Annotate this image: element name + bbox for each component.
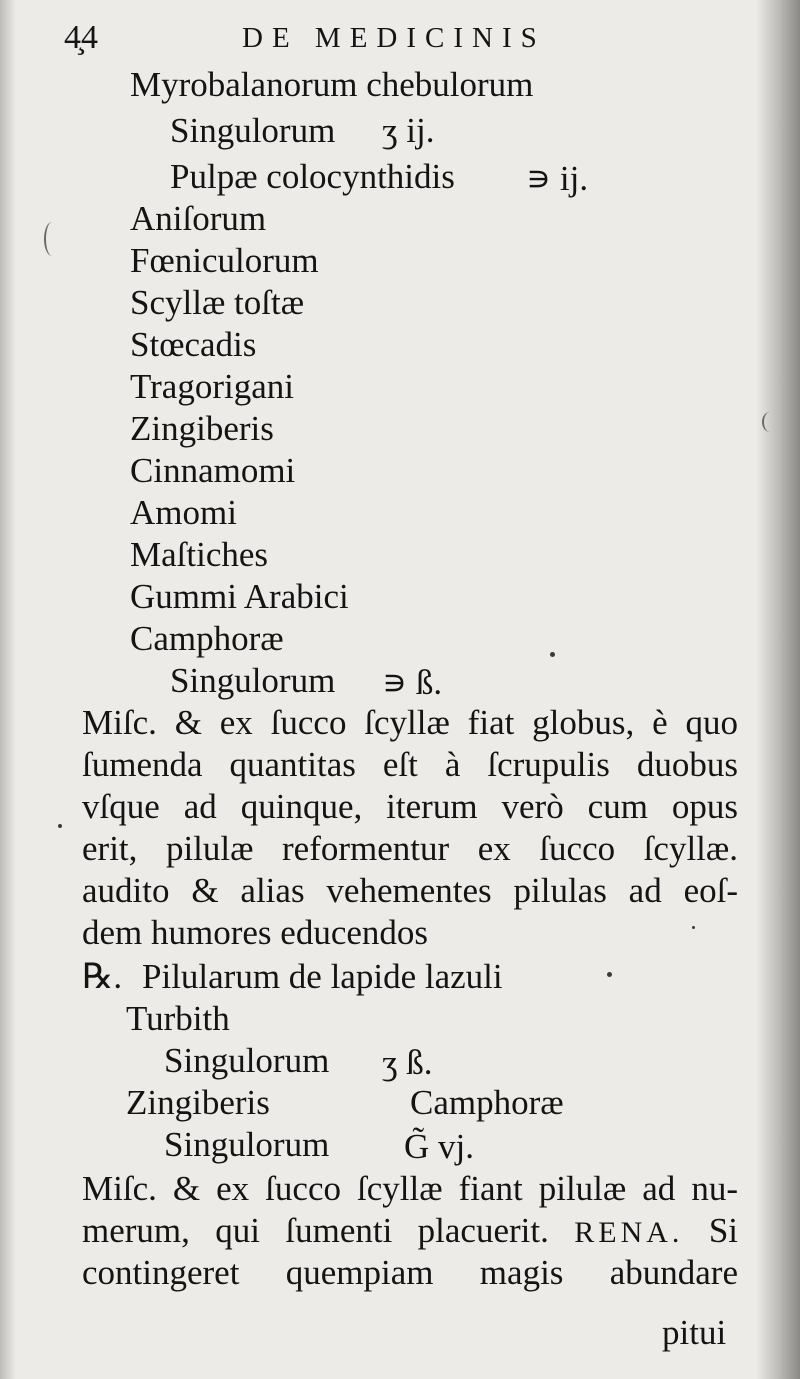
ingredient-line: Fœniculorum [130,241,319,280]
page-edge-shadow [756,0,800,1379]
paragraph-line [82,1210,738,1252]
ingredient-line: Stœcadis [130,325,257,364]
dosage-amount: ∍ ß. [382,663,443,702]
ingredient-line: Myrobalanorum chebulorum [130,65,534,104]
ingredient-line: Gummi Arabici [130,577,349,616]
recipe-symbol: ℞. [82,957,123,996]
margin-mark [762,412,778,432]
recipe-left-item: Zingiberis [126,1083,270,1122]
instruction-paragraph [82,702,738,954]
gutter-shadow [0,0,16,1379]
ingredient-line: Singulorum [170,661,336,700]
ingredient-line: Scyllæ toſtæ [130,283,305,322]
ingredient-line: Maſtiches [130,535,269,574]
paragraph-text: Si [708,1211,739,1250]
ingredient-line: Cinnamomi [130,451,296,490]
paragraph-line: Miſc. & ex ſucco ſcyllæ fiant pilulæ ad nu- [82,1169,738,1208]
catchword: pitui [662,1313,727,1352]
recipe-singulorum: Singulorum [164,1125,330,1164]
recipe-second-line: Turbith [126,999,230,1038]
dosage-amount: G̃ vj. [404,1127,474,1166]
closing-paragraph [82,1168,738,1294]
ingredient-line: Camphoræ [130,619,284,658]
recipe-first-line: Pilularum de lapide lazuli [142,957,503,996]
paragraph-text: merum, qui ſumenti placuerit. [82,1211,549,1250]
dosage-amount: ʒ ß. [382,1043,433,1082]
paragraph-line: audito & alias vehementes pilulas ad eoſ- [82,871,738,910]
dosage-amount: ∍ ij. [526,159,589,198]
ingredient-line: Aniſorum [130,199,267,238]
page-number: 4̧4 [64,19,98,56]
recipe-singulorum: Singulorum [164,1041,330,1080]
dosage-amount: ʒ ij. [382,111,435,150]
margin-mark [44,222,60,256]
running-head: DE MEDICINIS [242,22,546,54]
paragraph-line: Miſc. & ex ſucco ſcyllæ fiat globus, è quo [82,703,738,742]
ink-speck [692,926,695,929]
ink-speck [607,972,612,977]
ingredient-line: Singulorum [170,111,336,150]
ink-speck [58,824,62,828]
page-header [64,18,624,58]
paragraph-line: ſumenda quantitas eſt à ſcrupulis duobus [82,745,738,784]
ink-speck [550,652,555,657]
paragraph-line: erit, pilulæ reformentur ex ſucco ſcyllæ. [82,829,738,868]
author-abbreviation: RENA. [574,1216,684,1249]
paragraph-line: dem humores educendos [82,913,429,952]
paragraph-line: contingeret quempiam magis abundare [82,1253,738,1292]
ingredient-line: Zingiberis [130,409,274,448]
paragraph-line: vſque ad quinque, iterum verò cum opus [82,787,738,826]
ingredient-line: Amomi [130,493,237,532]
ingredient-line: Tragorigani [130,367,294,406]
ingredient-line: Pulpæ colocynthidis [170,157,455,196]
recipe-right-item: Camphoræ [410,1083,564,1122]
